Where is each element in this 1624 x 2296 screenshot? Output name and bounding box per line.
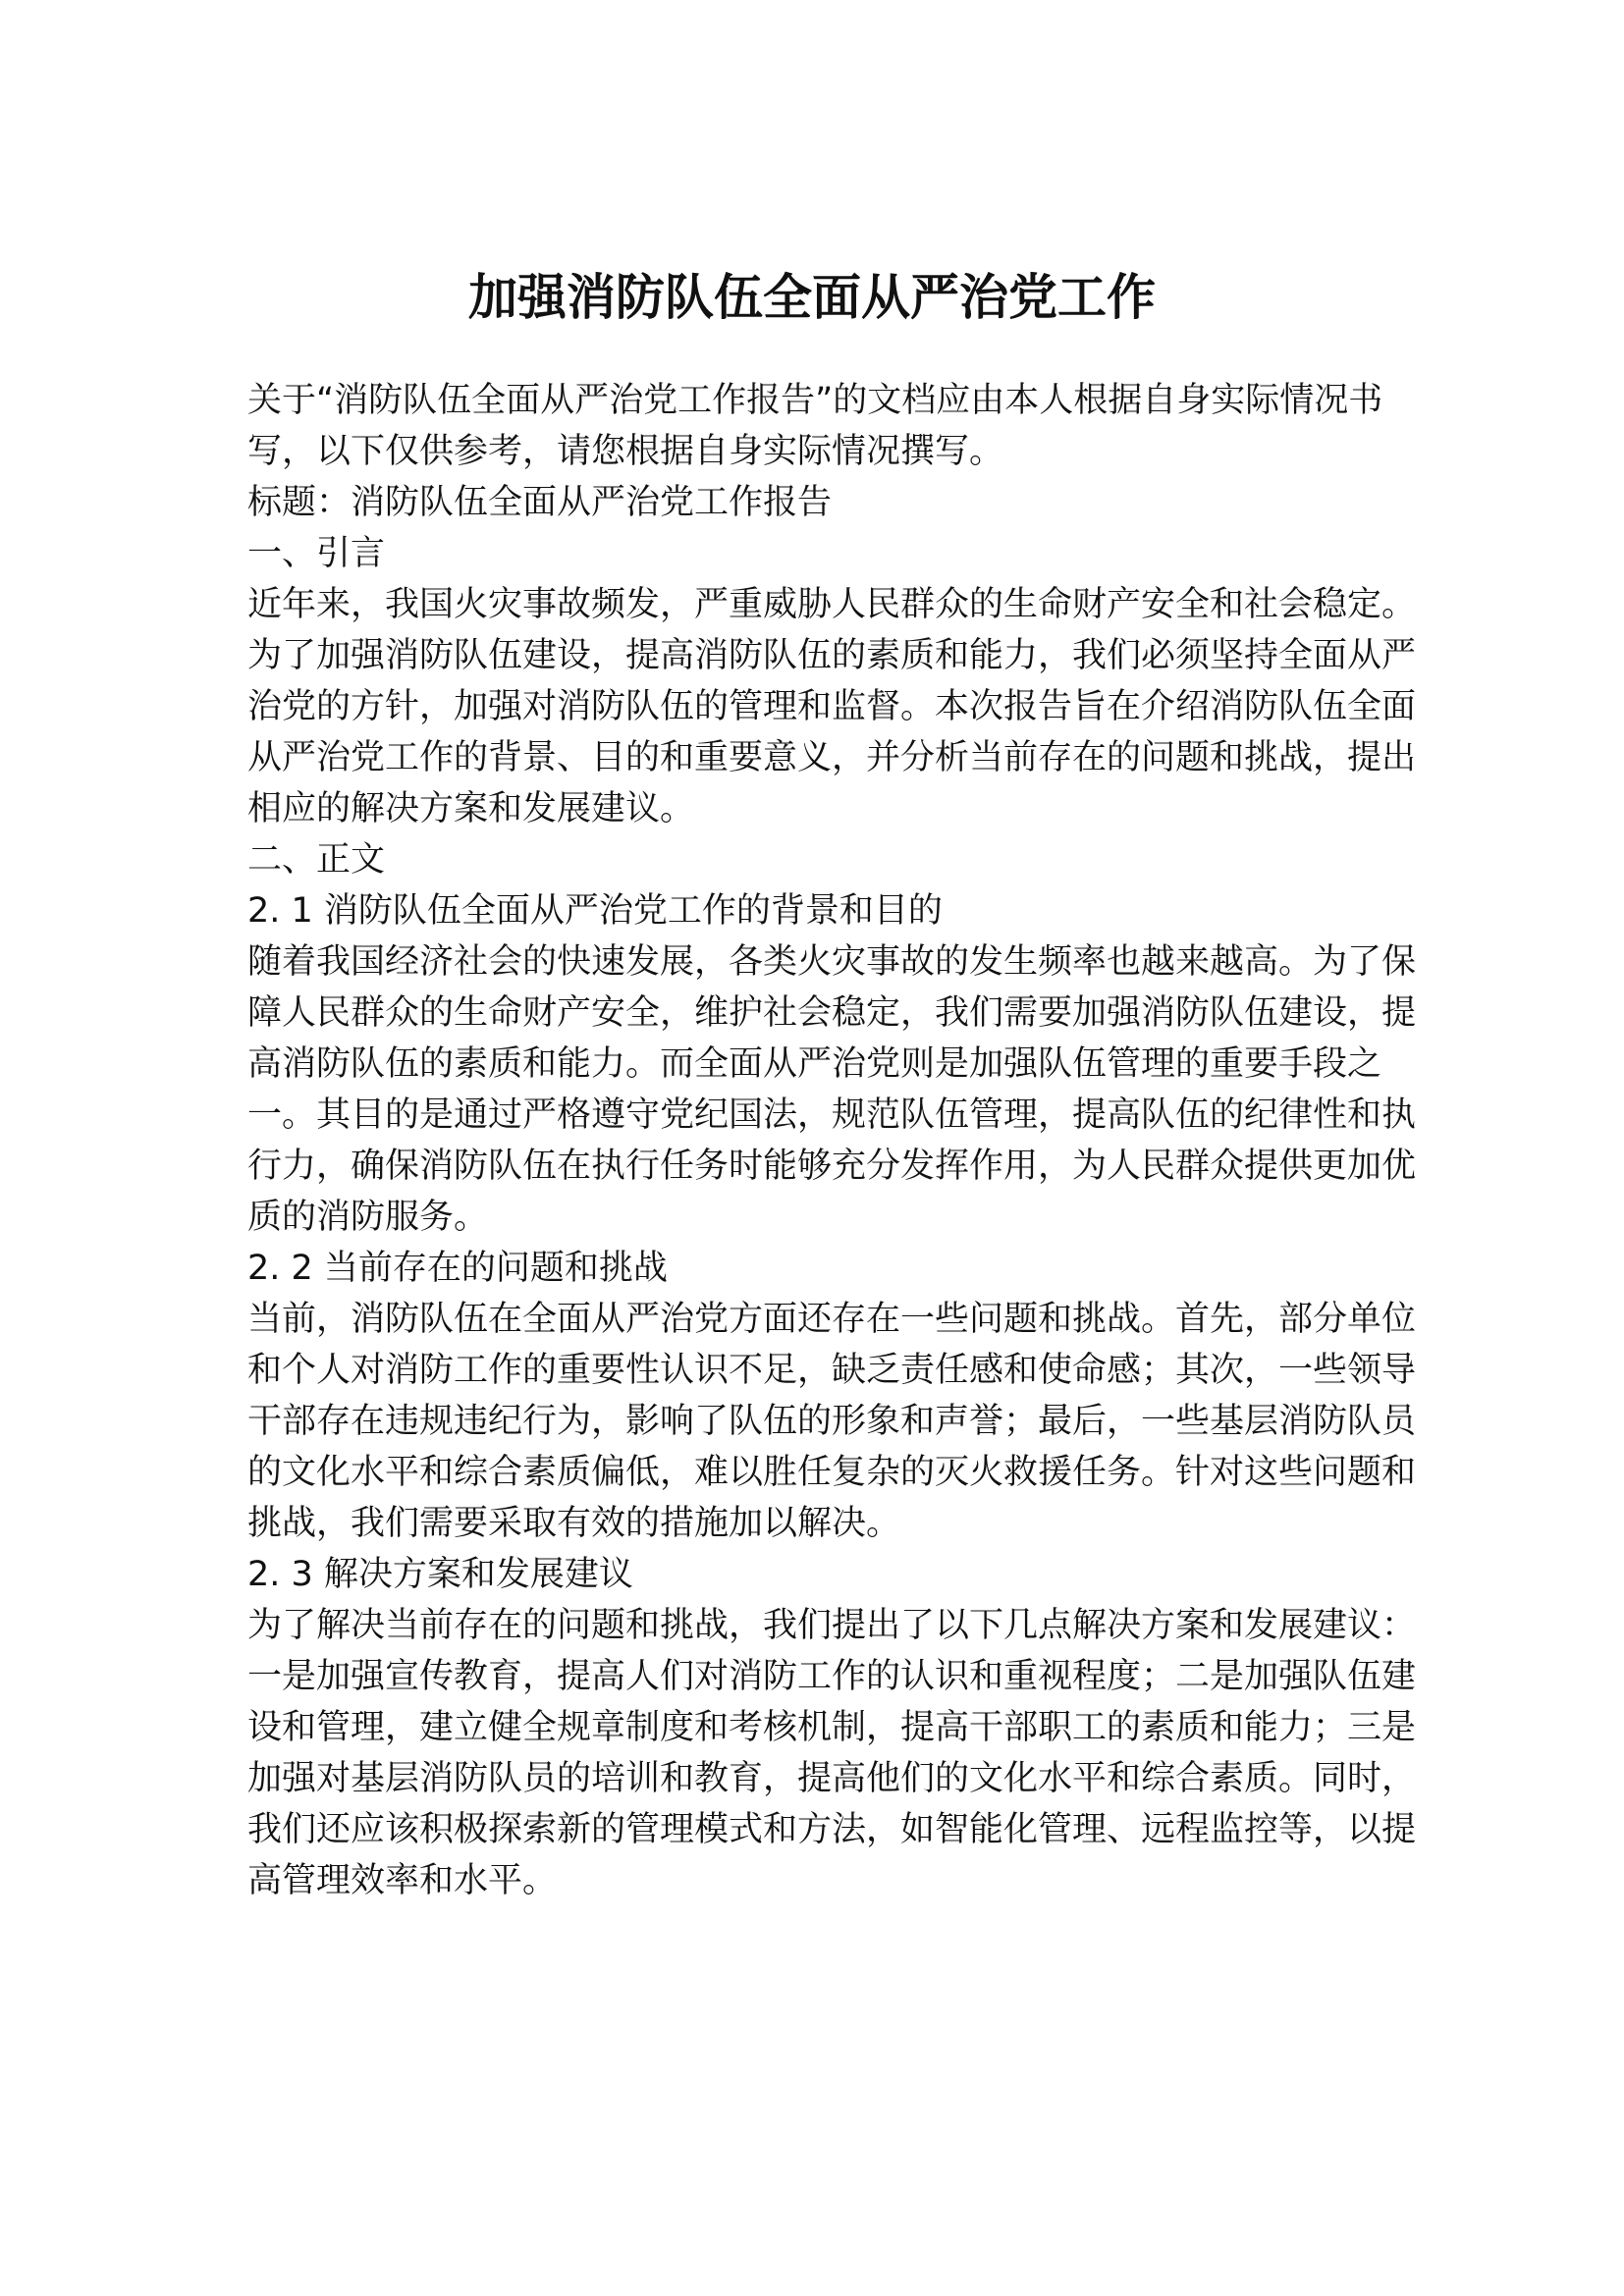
- body-line: 关于“消防队伍全面从严治党工作报告”的文档应由本人根据自身实际情况书: [247, 381, 1383, 420]
- body-line: 从严治党工作的背景、目的和重要意义，并分析当前存在的问题和挑战，提出: [247, 738, 1417, 777]
- body-line: 高消防队伍的素质和能力。而全面从严治党则是加强队伍管理的重要手段之: [247, 1044, 1382, 1084]
- subsection-heading: 2. 1 消防队伍全面从严治党工作的背景和目的: [247, 891, 943, 931]
- document-title: 加强消防队伍全面从严治党工作: [468, 269, 1156, 326]
- body-line: 当前，消防队伍在全面从严治党方面还存在一些问题和挑战。首先，部分单位: [247, 1300, 1417, 1339]
- subject-line: 标题：消防队伍全面从严治党工作报告: [247, 483, 833, 522]
- body-line: 相应的解决方案和发展建议。: [247, 789, 695, 828]
- body-line: 随着我国经济社会的快速发展，各类火灾事故的发生频率也越来越高。为了保: [247, 942, 1417, 982]
- body-line: 的文化水平和综合素质偏低，难以胜任复杂的灭火救援任务。针对这些问题和: [247, 1453, 1417, 1492]
- body-line: 设和管理，建立健全规章制度和考核机制，提高干部职工的素质和能力；三是: [247, 1708, 1417, 1747]
- document-body: [247, 375, 1417, 1906]
- body-line: 挑战，我们需要采取有效的措施加以解决。: [247, 1504, 901, 1543]
- body-line: 加强对基层消防队员的培训和教育，提高他们的文化水平和综合素质。同时，: [247, 1759, 1417, 1798]
- body-line: 和个人对消防工作的重要性认识不足，缺乏责任感和使命感；其次，一些领导: [247, 1351, 1417, 1390]
- body-line: 质的消防服务。: [247, 1198, 489, 1237]
- body-line: 一。其目的是通过严格遵守党纪国法，规范队伍管理，提高队伍的纪律性和执: [247, 1095, 1417, 1135]
- body-line: 为了解决当前存在的问题和挑战，我们提出了以下几点解决方案和发展建议：: [247, 1606, 1417, 1645]
- body-line: 行力，确保消防队伍在执行任务时能够充分发挥作用，为人民群众提供更加优: [247, 1147, 1417, 1186]
- body-line: 障人民群众的生命财产安全，维护社会稳定，我们需要加强消防队伍建设，提: [247, 993, 1417, 1033]
- body-line: 为了加强消防队伍建设，提高消防队伍的素质和能力，我们必须坚持全面从严: [247, 636, 1417, 675]
- section-heading: 一、引言: [247, 534, 386, 573]
- body-line: 高管理效率和水平。: [247, 1861, 558, 1900]
- body-line: 一是加强宣传教育，提高人们对消防工作的认识和重视程度；二是加强队伍建: [247, 1657, 1417, 1696]
- subsection-heading: 2. 3 解决方案和发展建议: [247, 1555, 633, 1594]
- body-line: 近年来，我国火灾事故频发，严重威胁人民群众的生命财产安全和社会稳定。: [247, 585, 1417, 624]
- body-line: 写，以下仅供参考，请您根据自身实际情况撰写。: [247, 432, 1004, 471]
- body-line: 干部存在违规违纪行为，影响了队伍的形象和声誉；最后，一些基层消防队员: [247, 1402, 1417, 1441]
- body-line: 治党的方针，加强对消防队伍的管理和监督。本次报告旨在介绍消防队伍全面: [247, 687, 1417, 726]
- body-line: 我们还应该积极探索新的管理模式和方法，如智能化管理、远程监控等，以提: [247, 1810, 1417, 1849]
- section-heading: 二、正文: [247, 840, 386, 880]
- subsection-heading: 2. 2 当前存在的问题和挑战: [247, 1249, 668, 1288]
